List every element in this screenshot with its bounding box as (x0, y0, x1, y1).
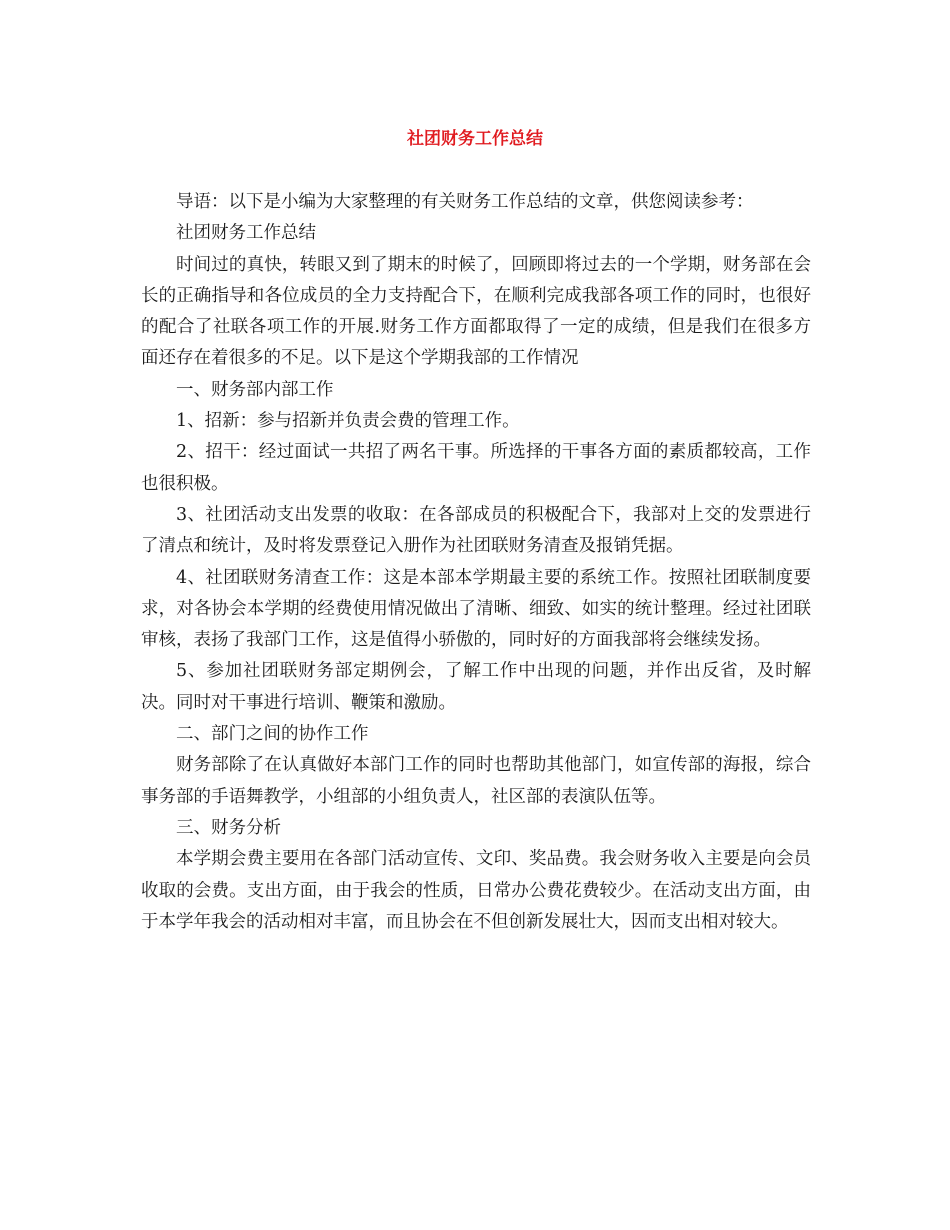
paragraph-item-3: 3、社团活动支出发票的收取：在各部成员的积极配合下，我部对上交的发票进行了清点和统计，及时将发票登记入册作为社团联财务清查及报销凭据。 (141, 504, 811, 557)
section-heading-cooperation: 二、部门之间的协作工作 (176, 724, 369, 745)
section-heading-internal-work: 一、财务部内部工作 (176, 379, 334, 400)
document-title: 社团财务工作总结 (407, 129, 543, 149)
document-body (141, 187, 811, 938)
paragraph-item-5: 5、参加社团联财务部定期例会，了解工作中出现的问题，并作出反省，及时解决。同时对干事进行培训、鞭策和激励。 (141, 661, 811, 713)
paragraph-subtitle: 社团财务工作总结 (176, 223, 316, 244)
paragraph-analysis: 本学期会费主要用在各部门活动宣传、文印、奖品费。我会财务收入主要是向会员收取的会费。支出方面，由于我会的性质，日常办公费花费较少。在活动支出方面，由于本学年我会的活动相对丰富，而且协会在不但创新发展壮大，因而支出相对较大。 (141, 849, 811, 932)
paragraph-item-1: 1、招新：参与招新并负责会费的管理工作。 (176, 411, 520, 432)
paragraph-item-2: 2、招干：经过面试一共招了两名干事。所选择的干事各方面的素质都较高，工作也很积极。 (141, 442, 811, 494)
paragraph-overview: 时间过的真快，转眼又到了期末的时候了，回顾即将过去的一个学期，财务部在会长的正确指导和各位成员的全力支持配合下，在顺利完成我部各项工作的同时，也很好的配合了社联各项工作的开展.财务工作方面都取得了一定的成绩，但是我们在很多方面还存在着很多的不足。以下是这个学期我部的工作情况 (141, 254, 811, 369)
paragraph-item-4: 4、社团联财务清查工作：这是本部本学期最主要的系统工作。按照社团联制度要求，对各协会本学期的经费使用情况做出了清晰、细致、如实的统计整理。经过社团联审核，表扬了我部门工作，这是值得小骄傲的，同时好的方面我部将会继续发扬。 (141, 567, 811, 651)
section-heading-analysis: 三、财务分析 (176, 817, 281, 838)
paragraph-intro: 导语：以下是小编为大家整理的有关财务工作总结的文章，供您阅读参考： (176, 192, 754, 212)
paragraph-cooperation: 财务部除了在认真做好本部门工作的同时也帮助其他部门，如宣传部的海报，综合事务部的手语舞教学，小组部的小组负责人，社区部的表演队伍等。 (141, 755, 811, 807)
